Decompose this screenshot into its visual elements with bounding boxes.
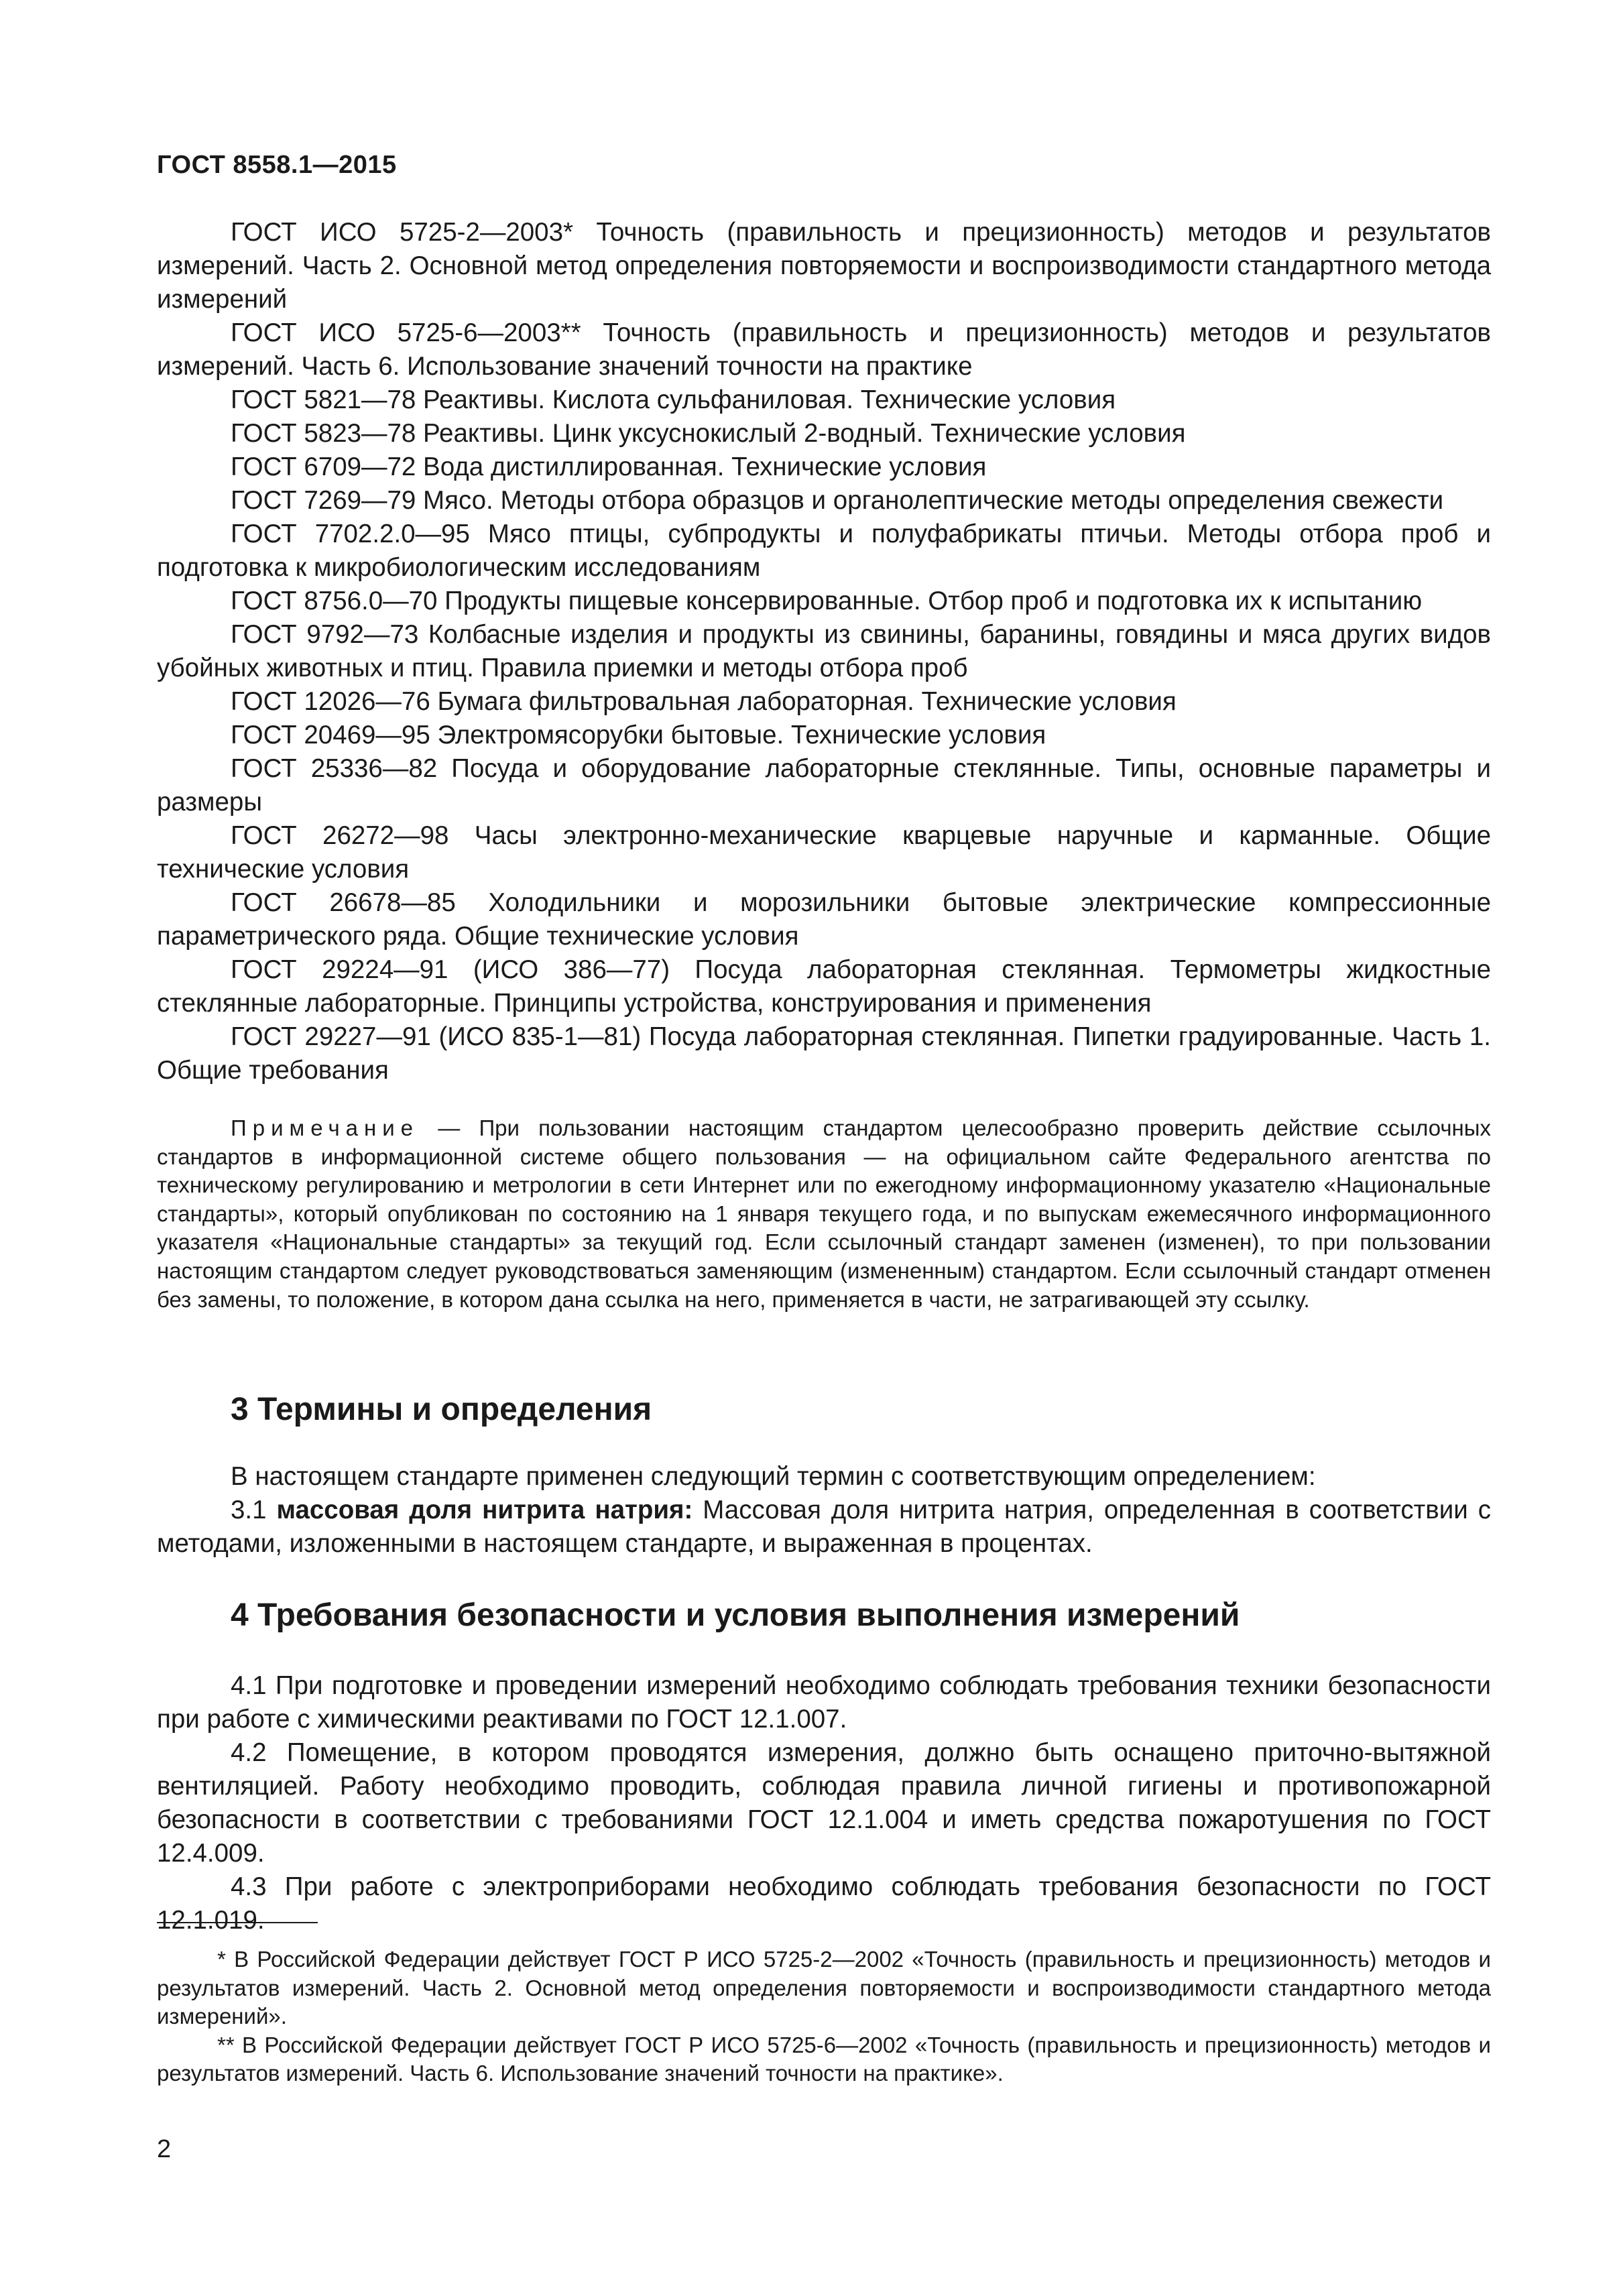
page-header-doc-code: ГОСТ 8558.1—2015 xyxy=(157,151,397,179)
section-4-heading: 4 Требования безопасности и условия выполнения измерений xyxy=(231,1597,1240,1633)
section-4-item: 4.3 При работе с электроприборами необходимо соблюдать требования безопасности по ГОСТ 12.1.019. xyxy=(157,1872,1491,1935)
reference-item: ГОСТ 5821—78 Реактивы. Кислота сульфаниловая. Технические условия xyxy=(231,385,1116,414)
page-number: 2 xyxy=(157,2135,172,2163)
footnote-separator xyxy=(157,1922,318,1923)
note-label: Примечание xyxy=(231,1115,420,1140)
footnote-item: * В Российской Федерации действует ГОСТ Р ИСО 5725-2—2002 «Точность (правильность и прецизионность) методов и результатов измерений. Часть 2. Основной метод определения повторяемости и воспроизводимости стандартного метода измерений». xyxy=(157,1947,1491,2029)
normative-references-list xyxy=(157,216,1491,1087)
section-3-heading: 3 Термины и определения xyxy=(231,1392,652,1427)
section-4-item: 4.2 Помещение, в котором проводятся измерения, должно быть оснащено приточно-вытяжной вентиляцией. Работу необходимо проводить, соблюдая правила личной гигиены и противопожарной безопасности в соответствии с требованиями ГОСТ 12.1.004 и иметь средства пожаротушения по ГОСТ 12.4.009. xyxy=(157,1738,1491,1868)
footnote-item: ** В Российской Федерации действует ГОСТ Р ИСО 5725-6—2002 «Точность (правильность и прецизионность) методов и результатов измерений. Часть 6. Использование значений точности на практике». xyxy=(157,2032,1491,2086)
section-3-body xyxy=(157,1460,1491,1561)
reference-item: ГОСТ 7269—79 Мясо. Методы отбора образцов и органолептические методы определения свежести xyxy=(231,486,1444,515)
reference-item: ГОСТ 12026—76 Бумага фильтровальная лабораторная. Технические условия xyxy=(231,687,1177,716)
reference-item: ГОСТ 8756.0—70 Продукты пищевые консервированные. Отбор проб и подготовка их к испытанию xyxy=(231,587,1423,615)
term-definition-text: Массовая доля нитрита натрия, определенная в соответствии с методами, изложенными в настоящем стандарте, и выраженная в процентах. xyxy=(157,1496,1491,1558)
section-4-body xyxy=(157,1669,1491,1937)
reference-item: ГОСТ 6709—72 Вода дистиллированная. Технические условия xyxy=(231,452,987,481)
note-block xyxy=(157,1114,1491,1314)
term-number: 3.1 xyxy=(231,1496,277,1524)
term-name: массовая доля нитрита натрия: xyxy=(276,1496,693,1524)
reference-item: ГОСТ 7702.2.0—95 Мясо птицы, субпродукты и полуфабрикаты птичьи. Методы отбора проб и подготовка к микробиологическим исследованиям xyxy=(157,520,1491,582)
reference-item: ГОСТ ИСО 5725-6—2003** Точность (правильность и прецизионность) методов и результатов измерений. Часть 6. Использование значений точности на практике xyxy=(157,318,1491,381)
reference-item: ГОСТ 26678—85 Холодильники и морозильники бытовые электрические компрессионные параметрического ряда. Общие технические условия xyxy=(157,888,1491,951)
reference-item: ГОСТ 9792—73 Колбасные изделия и продукты из свинины, баранины, говядины и мяса других видов убойных животных и птиц. Правила приемки и методы отбора проб xyxy=(157,620,1491,682)
reference-item: ГОСТ 20469—95 Электромясорубки бытовые. Технические условия xyxy=(231,721,1046,749)
reference-item: ГОСТ 25336—82 Посуда и оборудование лабораторные стеклянные. Типы, основные параметры и размеры xyxy=(157,754,1491,817)
reference-item: ГОСТ ИСО 5725-2—2003* Точность (правильность и прецизионность) методов и результатов измерений. Часть 2. Основной метод определения повторяемости и воспроизводимости стандартного метода измерений xyxy=(157,218,1491,314)
reference-item: ГОСТ 29224—91 (ИСО 386—77) Посуда лабораторная стеклянная. Термометры жидкостные стеклянные лабораторные. Принципы устройства, конструирования и применения xyxy=(157,955,1491,1018)
note-text: — При пользовании настоящим стандартом целесообразно проверить действие ссылочных стандартов в информационной системе общего пользования — на официальном сайте Федерального агентства по техническому регулированию и метрологии в сети Интернет или по ежегодному информационному указателю «Национальные стандарты», который опубликован по состоянию на 1 января текущего года, и по выпускам ежемесячного информационного указателя «Национальные стандарты» за текущий год. Если ссылочный стандарт заменен (изменен), то при пользовании настоящим стандартом следует руководствоваться заменяющим (измененным) стандартом. Если ссылочный стандарт отменен без замены, то положение, в котором дана ссылка на него, применяется в части, не затрагивающей эту ссылку. xyxy=(157,1115,1491,1312)
reference-item: ГОСТ 29227—91 (ИСО 835-1—81) Посуда лабораторная стеклянная. Пипетки градуированные. Часть 1. Общие требования xyxy=(157,1022,1491,1085)
reference-item: ГОСТ 5823—78 Реактивы. Цинк уксуснокислый 2-водный. Технические условия xyxy=(231,419,1186,448)
section-3-intro: В настоящем стандарте применен следующий термин с соответствующим определением: xyxy=(231,1462,1316,1491)
term-definition xyxy=(157,1494,1491,1561)
footnotes xyxy=(157,1945,1491,2088)
reference-item: ГОСТ 26272—98 Часы электронно-механические кварцевые наручные и карманные. Общие технические условия xyxy=(157,821,1491,884)
section-4-item: 4.1 При подготовке и проведении измерений необходимо соблюдать требования техники безопасности при работе с химическими реактивами по ГОСТ 12.1.007. xyxy=(157,1671,1491,1734)
